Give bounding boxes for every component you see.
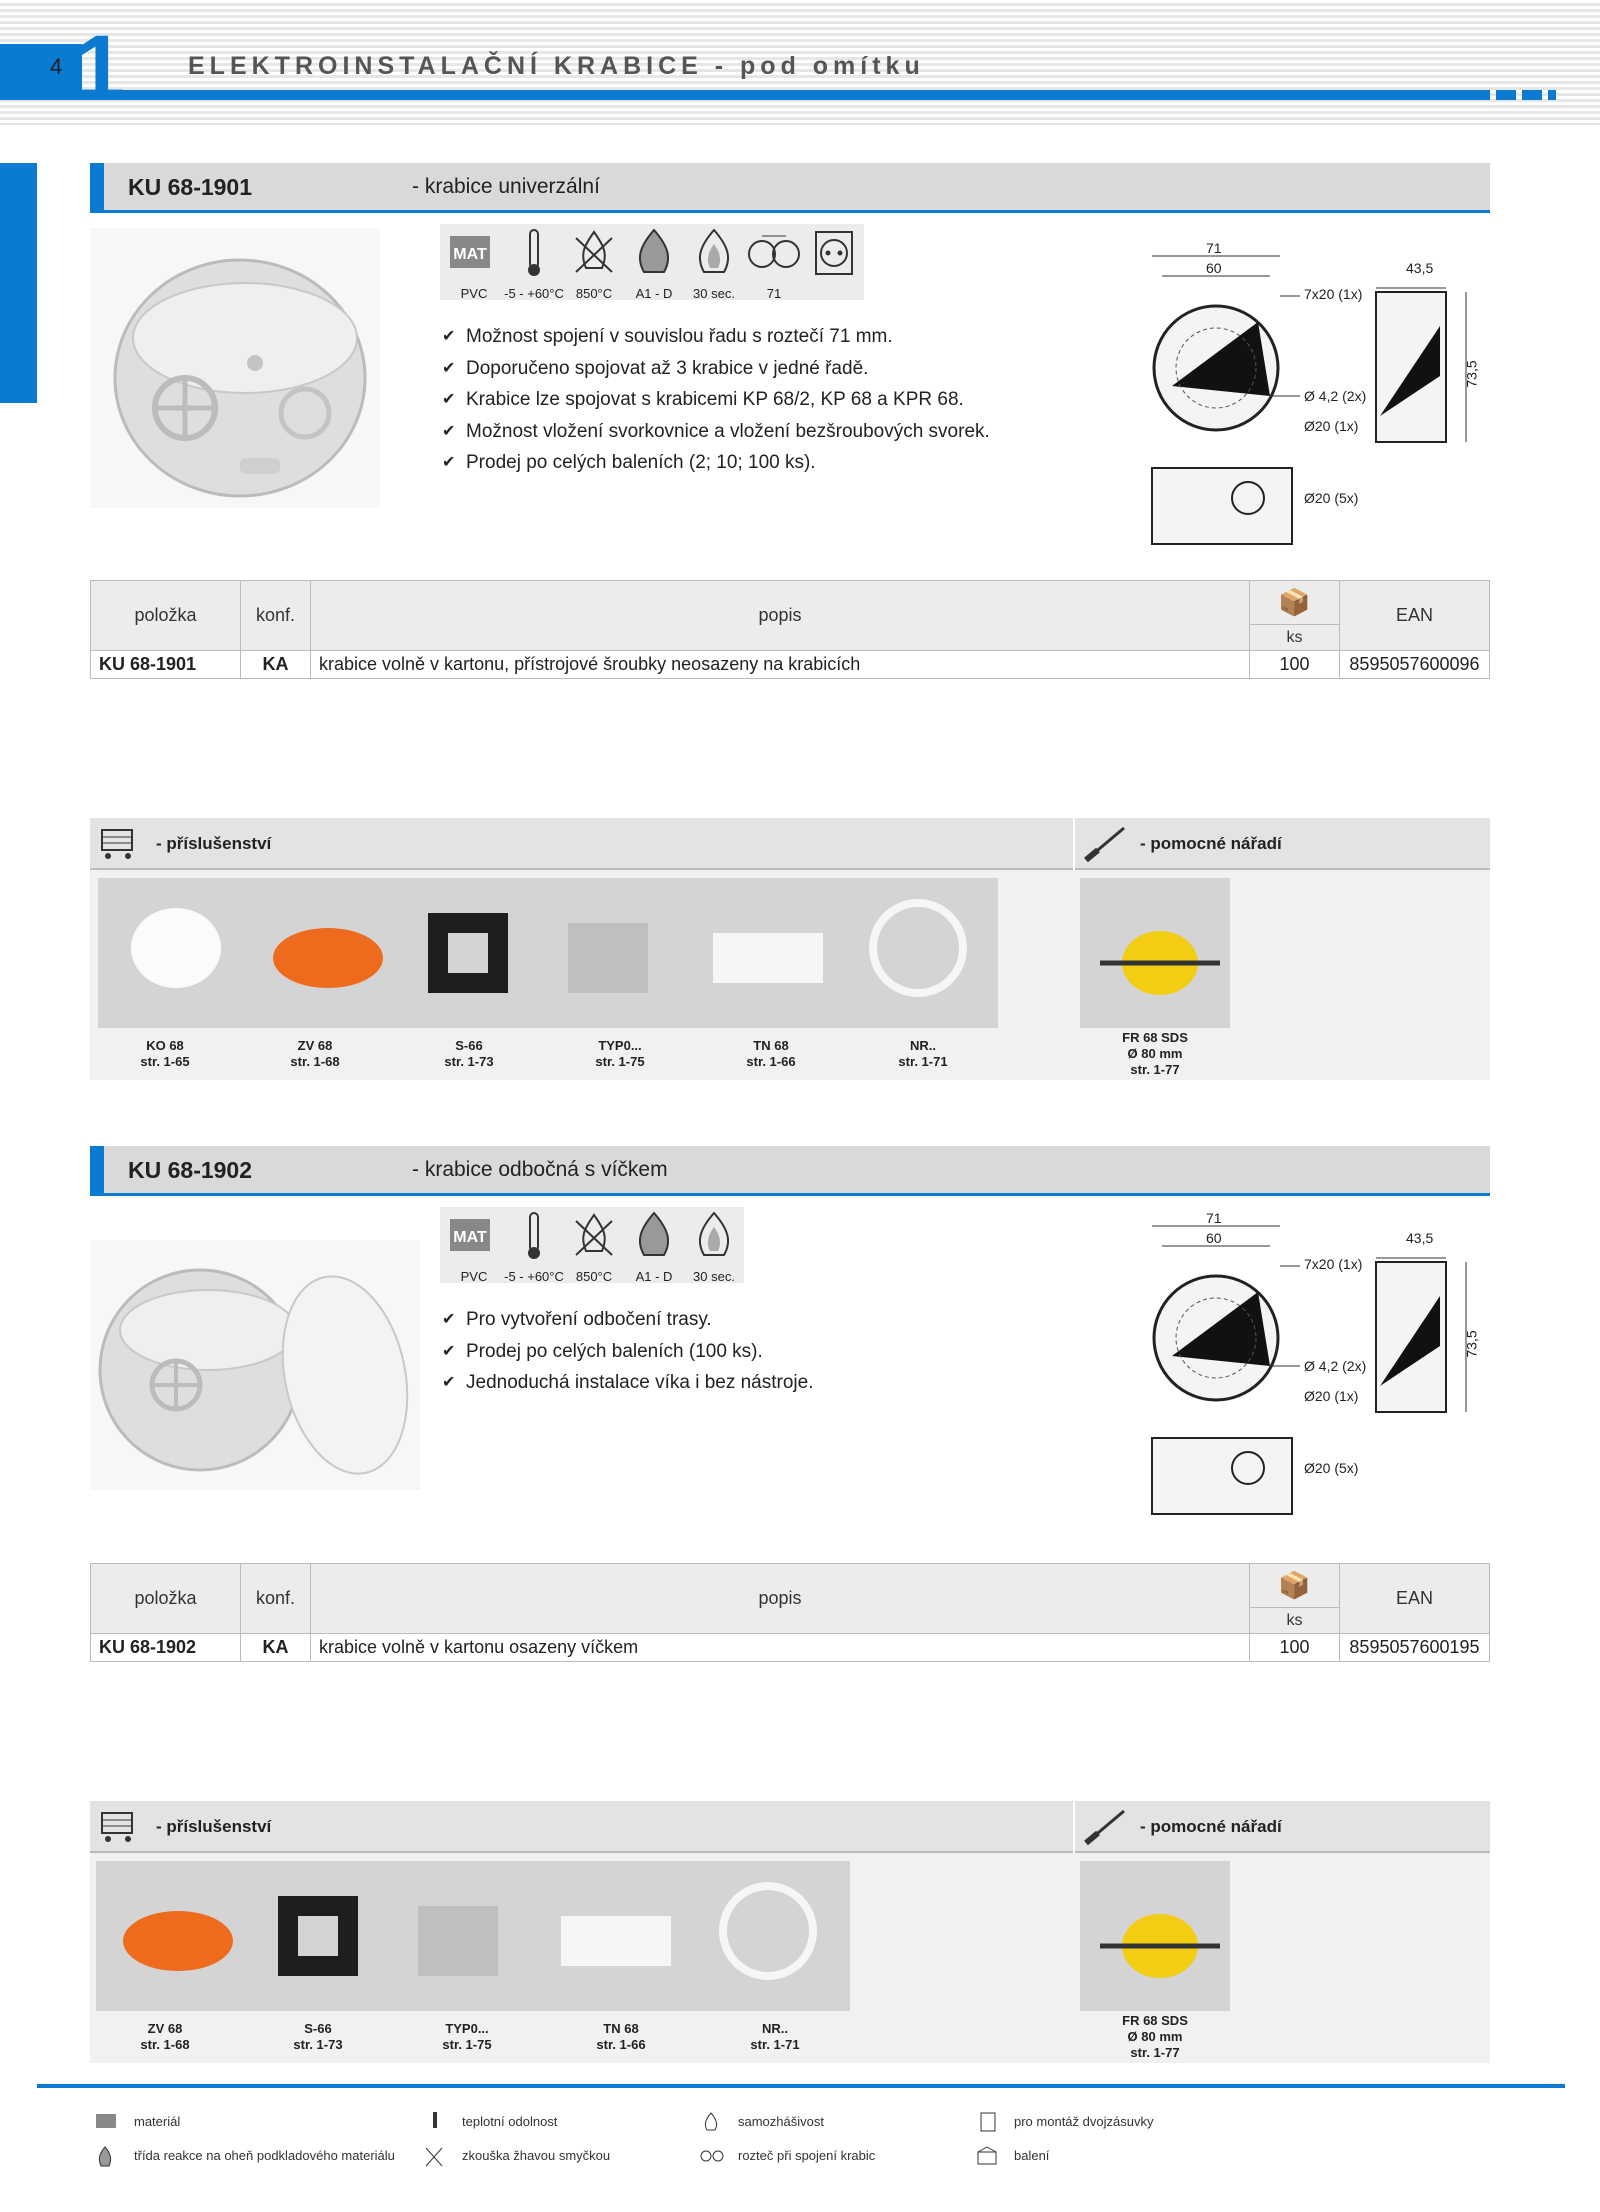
spacing-icon (700, 2148, 724, 2166)
accessories-photo (98, 878, 998, 1028)
glow-wire-icon (564, 1211, 624, 1261)
feature-item: ✔ Pro vytvoření odbočení trasy. (442, 1304, 1082, 1336)
accessories-photo (96, 1861, 850, 2011)
dimension-label: 71 (1206, 1210, 1222, 1226)
accessory-label: KO 68 str. 1-65 (140, 1038, 190, 1069)
icon-strip (440, 224, 864, 300)
accessory-label: TYP0... str. 1-75 (595, 1038, 645, 1069)
material-badge-text: MAT (453, 1229, 487, 1246)
col-qty: ks (1250, 1608, 1340, 1634)
legend-item: pro montáž dvojzásuvky (1014, 2114, 1154, 2129)
feature-item: ✔ Možnost spojení v souvislou řadu s roztečí 71 mm. (442, 321, 1082, 353)
col-ean: EAN (1340, 581, 1490, 651)
accessories-panel (90, 870, 1490, 1080)
accessory-label: TN 68 str. 1-66 (746, 1038, 796, 1069)
cell-item: KU 68-1901 (91, 651, 241, 679)
table-header (91, 1564, 1490, 1608)
product-code: KU 68-1901 (128, 174, 253, 200)
feature-item: ✔ Možnost vložení svorkovnice a vložení bezšroubových svorek. (442, 416, 1082, 448)
col-conf: konf. (241, 581, 311, 651)
table-header (91, 581, 1490, 625)
self-extinguishing-icon (684, 228, 744, 278)
thermometer-icon (430, 2112, 440, 2132)
icon-label: PVC (460, 1269, 488, 1284)
icon-label: 30 sec. (693, 286, 735, 301)
legend (0, 2110, 1600, 2190)
header-square (1496, 90, 1516, 100)
accessories-bar (90, 818, 1490, 870)
product-bar-accent (90, 1146, 104, 1193)
icon-label: PVC (460, 286, 488, 301)
feature-item: ✔ Prodej po celých baleních (100 ks). (442, 1336, 1082, 1368)
legend-item: rozteč při spojení krabic (738, 2148, 876, 2163)
cell-qty: 100 (1250, 651, 1340, 679)
header-square (1522, 90, 1542, 100)
legend-item: samozhášivost (738, 2114, 824, 2129)
product-bar (90, 1146, 1490, 1196)
accessory-label: TN 68 str. 1-66 (596, 2021, 646, 2052)
icon-label: 850°C (575, 286, 613, 301)
thermometer-icon (504, 228, 564, 278)
col-ean: EAN (1340, 1564, 1490, 1634)
thermometer-icon (504, 1211, 564, 1261)
material-icon (444, 228, 504, 278)
feature-item: ✔ Doporučeno spojovat až 3 krabice v jedné řadě. (442, 353, 1082, 385)
col-item: položka (91, 1564, 241, 1634)
legend-item: teplotní odolnost (462, 2114, 558, 2129)
feature-item: ✔ Prodej po celých baleních (2; 10; 100 ks). (442, 447, 1082, 479)
product-table (90, 580, 1490, 679)
fire-class-icon (96, 2146, 114, 2168)
table-row (91, 1634, 1490, 1662)
self-extinguishing-icon (684, 1211, 744, 1261)
box-icon: 📦 (1250, 581, 1340, 625)
product-code: KU 68-1902 (128, 1157, 253, 1183)
material-badge-text: MAT (453, 246, 487, 263)
dimension-label: 60 (1206, 1230, 1222, 1246)
accessory-label: NR.. str. 1-71 (898, 1038, 948, 1069)
cell-desc: krabice volně v kartonu, přístrojové šroubky neosazeny na krabicích (311, 651, 1250, 679)
accessory-label: ZV 68 str. 1-68 (140, 2021, 190, 2052)
col-desc: popis (311, 581, 1250, 651)
tool-label: FR 68 SDS Ø 80 mm str. 1-77 (1122, 2013, 1188, 2060)
tool-photo (1080, 1861, 1230, 2011)
legend-item: balení (1014, 2148, 1050, 2163)
header-rule (82, 90, 1490, 100)
accessory-label: ZV 68 str. 1-68 (290, 1038, 340, 1069)
hole-label: Ø 4,2 (2x) (1304, 388, 1367, 404)
box-icon: 📦 (1250, 1564, 1340, 1608)
material-icon (96, 2114, 116, 2130)
page-number: 4 (50, 54, 63, 79)
technical-drawing (1140, 236, 1480, 556)
hole-label: Ø20 (1x) (1304, 1388, 1359, 1404)
feature-item: ✔ Jednoduchá instalace víka i bez nástroje. (442, 1367, 1082, 1399)
hole-label: Ø 4,2 (2x) (1304, 1358, 1367, 1374)
icon-label: -5 - +60°C (504, 1269, 564, 1284)
hole-label: Ø20 (5x) (1304, 1460, 1359, 1476)
feature-item: ✔ Krabice lze spojovat s krabicemi KP 68/2, KP 68 a KPR 68. (442, 384, 1082, 416)
dimension-label: 73,5 (1463, 1330, 1480, 1358)
cell-ean: 8595057600096 (1340, 651, 1490, 679)
cell-conf: KA (241, 651, 311, 679)
dimension-label: 43,5 (1406, 260, 1434, 276)
tool-picture (1080, 1861, 1230, 2011)
cell-item: KU 68-1902 (91, 1634, 241, 1662)
legend-item: zkouška žhavou smyčkou (462, 2148, 611, 2163)
table-row (91, 651, 1490, 679)
accessories-panel (90, 1853, 1490, 2063)
cell-conf: KA (241, 1634, 311, 1662)
double-socket-icon (804, 228, 864, 278)
col-qty: ks (1250, 625, 1340, 651)
page-title: ELEKTROINSTALAČNÍ KRABICE - pod omítku (188, 52, 925, 80)
accessory-pictures (96, 1861, 850, 2011)
feature-list (442, 321, 1082, 479)
product-desc: - krabice odbočná s víčkem (412, 1158, 668, 1181)
hole-label: Ø20 (5x) (1304, 490, 1359, 506)
glow-wire-icon (424, 2146, 444, 2168)
icon-label: A1 - D (635, 1269, 673, 1284)
header-square (1548, 90, 1556, 100)
product-bar (90, 163, 1490, 213)
icon-label: 30 sec. (693, 1269, 735, 1284)
cell-desc: krabice volně v kartonu osazeny víčkem (311, 1634, 1250, 1662)
icon-strip (440, 1207, 744, 1283)
double-socket-icon (980, 2112, 996, 2132)
product-desc: - krabice univerzální (412, 175, 600, 198)
hole-label: Ø20 (1x) (1304, 418, 1359, 434)
col-desc: popis (311, 1564, 1250, 1634)
tools-title: - pomocné nářadí (1140, 1817, 1282, 1836)
footer-rule (37, 2084, 1565, 2088)
self-extinguishing-icon (702, 2112, 720, 2132)
accessories-bar (90, 1801, 1490, 1853)
accessories-title: - příslušenství (156, 1817, 272, 1836)
tool-label: FR 68 SDS Ø 80 mm str. 1-77 (1122, 1030, 1188, 1077)
accessory-label: S-66 str. 1-73 (444, 1038, 494, 1069)
legend-item: třída reakce na oheň podkladového materiálu (134, 2148, 395, 2163)
cell-ean: 8595057600195 (1340, 1634, 1490, 1662)
dimension-label: 71 (1206, 240, 1222, 256)
box-icon (976, 2146, 998, 2166)
dimension-label: 60 (1206, 260, 1222, 276)
product-bar-accent (90, 163, 104, 210)
accessories-title: - příslušenství (156, 834, 272, 853)
product-photo (90, 1240, 420, 1490)
cart-icon (98, 824, 138, 864)
icon-label: 71 (766, 286, 782, 301)
side-tab (0, 163, 37, 403)
col-item: položka (91, 581, 241, 651)
accessory-pictures (98, 878, 998, 1028)
product-photo (90, 228, 380, 508)
tool-picture (1080, 878, 1230, 1028)
legend-item: materiál (134, 2114, 181, 2129)
cell-qty: 100 (1250, 1634, 1340, 1662)
icon-label: 850°C (575, 1269, 613, 1284)
chapter-number: 1 (74, 17, 126, 119)
icon-label: A1 - D (635, 286, 673, 301)
hole-label: 7x20 (1x) (1304, 286, 1363, 302)
fire-class-icon (624, 1211, 684, 1261)
spacing-icon (744, 228, 804, 278)
screwdriver-icon (1080, 1807, 1130, 1847)
header-accent (0, 44, 82, 100)
hole-label: 7x20 (1x) (1304, 1256, 1363, 1272)
glow-wire-icon (564, 228, 624, 278)
screwdriver-icon (1080, 824, 1130, 864)
product-table (90, 1563, 1490, 1662)
feature-list (442, 1304, 1082, 1399)
technical-drawing (1140, 1206, 1480, 1526)
material-icon (444, 1211, 504, 1261)
icon-label: -5 - +60°C (504, 286, 564, 301)
tool-photo (1080, 878, 1230, 1028)
fire-class-icon (624, 228, 684, 278)
col-conf: konf. (241, 1564, 311, 1634)
accessory-label: S-66 str. 1-73 (293, 2021, 343, 2052)
dimension-label: 43,5 (1406, 1230, 1434, 1246)
tools-title: - pomocné nářadí (1140, 834, 1282, 853)
cart-icon (98, 1807, 138, 1847)
accessory-label: TYP0... str. 1-75 (442, 2021, 492, 2052)
dimension-label: 73,5 (1463, 360, 1480, 388)
accessory-label: NR.. str. 1-71 (750, 2021, 800, 2052)
